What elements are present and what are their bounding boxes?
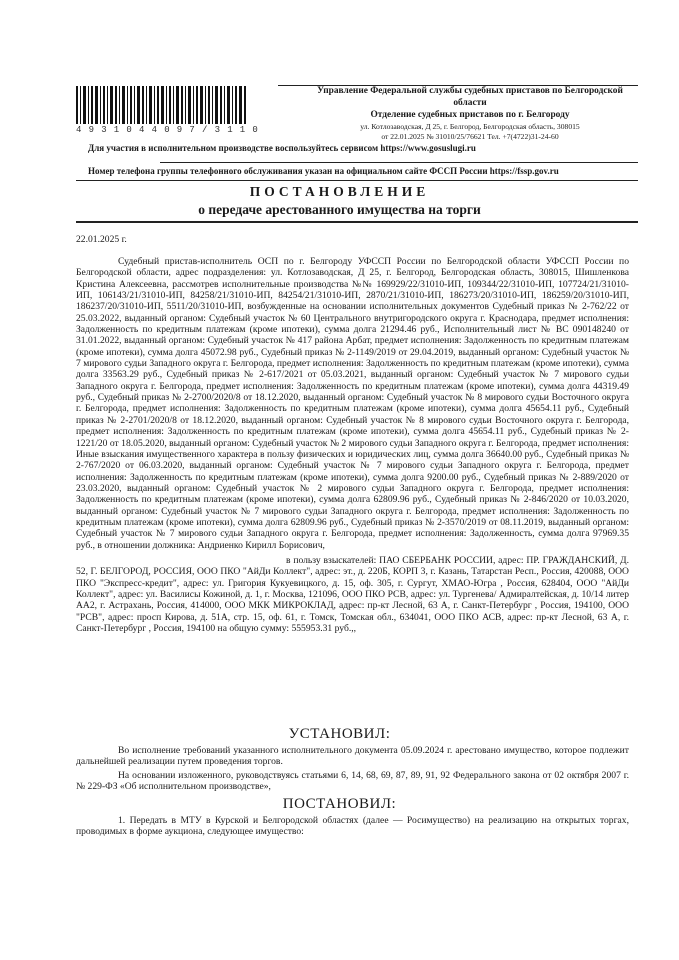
document-title: ПОСТАНОВЛЕНИЕ — [249, 184, 430, 199]
divider — [76, 180, 638, 181]
document-body — [76, 256, 629, 634]
established-section — [76, 745, 629, 792]
divider — [76, 221, 638, 223]
creditors-paragraph: в пользу взыскателей: ПАО СБЕРБАНК РОССИИ, адрес: ПР. ГРАЖДАНСКИЙ, Д. 52, Г. БЕЛГОРОД, РОССИЯ, ООО ПКО "АйДи Коллект", адрес: эт., д. 220Б, КОРП 3, г. Казань, Татарстан Респ., Россия, 420088, ООО ПКО "Экспресс-кредит", адрес: ул. Григория Кукуевицкого, д. 15, оф. 305, г. Сургут, ХМАО-Югра , Россия, 628404, ООО "АйДи Коллект", адрес: ул. Василисы Кожиной, д. 1, г. Москва, 121096, ООО ПКО РСВ, адрес: ул. Тургенева/ Адмиралтейская, д. 10/14 литер АА2, г. Астрахань, Россия, 414000, ООО МКК МИКРОКЛАД, адрес: пр-кт Лесной, 63 А, г. Санкт-Петербург , Россия, 194100, ООО "РСВ", адрес: просп Кирова, д. 51А, стр. 15, оф. 61, г. Томск, Томская обл., 634041, ООО ПКО АСВ, адрес: пр-кт Лесной, 63 А, г. Санкт-Петербург , Россия, 194100 на общую сумму: 555953.31 руб.,, — [76, 554, 629, 634]
established-paragraph: Во исполнение требований указанного исполнительного документа 05.09.2024 г. арестовано имущество, которое подлежит дальнейшей реализации путем проведения торгов. — [76, 745, 629, 768]
org-department: Отделение судебных приставов по г. Белгороду — [370, 110, 570, 121]
resolved-section — [76, 815, 629, 838]
resolved-heading: ПОСТАНОВИЛ: — [282, 796, 397, 812]
document-reference: от 22.01.2025 № 31010/25/76621 Тел. +7(4722)31-24-60 — [381, 131, 559, 141]
basis-paragraph: На основании изложенного, руководствуясь статьями 6, 14, 68, 69, 87, 89, 91, 92 Федерального закона от 02 октября 2007 г. № 229-ФЗ «Об исполнительном производстве», — [76, 769, 629, 793]
barcode-number: 4931044097/3110 — [76, 125, 266, 135]
barcode — [76, 86, 246, 124]
main-paragraph: Судебный пристав-исполнитель ОСП по г. Белгороду УФССП России по Белгородской области УФССП России по Белгородской области, адрес подразделения: ул. Котлозаводская, Д 25, г. Белгород, Белгородская область, 308015, Шишленкова Кристина Алексеевна, рассмотрев исполнительные производства №№ 169929/22/31010-ИП, 109344/22/31010-ИП, 107724/21/31010-ИП, 106143/21/31010-ИП, 84258/21/31010-ИП, 84254/21/31010-ИП, 2870/21/31010-ИП, 186273/20/31010-ИП, 186259/20/31010-ИП, 186237/20/31010-ИП, 5511/20/31010-ИП, возбужденные на основании исполнительных документов Судебный приказ № 2-762/22 от 25.03.2022, выданный органом: Судебный участок № 60 Центрального внутригородского округа г. Краснодара, предмет исполнения: Задолженность по кредитным платежам (кроме ипотеки), сумма долга 21294.46 руб., Исполнительный лист № ВС 090148240 от 31.01.2022, выданный органом: Судебный участок № 417 района Арбат, предмет исполнения: Задолженность по кредитным платежам (кроме ипотеки), сумма долга 45072.98 руб., Судебный приказ № 2-1149/2019 от 29.04.2019, выданный органом: Судебный участок № 7 мирового судьи Западного округа г. Белгорода, предмет исполнения: Задолженность по кредитным платежам (кроме ипотеки), сумма долга 33563.29 руб., Судебный приказ № 2-617/2021 от 05.03.2021, выданный органом: Судебный участок № 7 мирового судьи Западного округа г. Белгорода, предмет исполнения: Задолженность по кредитным платежам (кроме ипотеки), сумма долга 44319.49 руб., Судебный приказ № 2-2700/2020/8 от 18.12.2020, выданный органом: Судебный участок № 8 мирового судьи Восточного округа г. Белгорода, предмет исполнения: Задолженность по кредитным платежам (кроме ипотеки), сумма долга 45654.11 руб., Судебный приказ № 2-2701/2020/8 от 18.12.2020, выданный органом: Судебный участок № 8 мирового судьи Восточного округа г. Белгорода, предмет исполнения: Задолженность по кредитным платежам (кроме ипотеки), сумма долга 45654.11 руб., Судебный приказ № 2-1221/20 от 18.05.2020, выданный органом: Судебный участок № 2 мирового судьи Западного округа г. Белгорода, предмет исполнения: Иные взыскания имущественного характера в пользу физических и юридических лиц, сумма долга 36640.00 руб., Судебный приказ № 2-767/2020 от 06.03.2020, выданный органом: Судебный участок № 7 мирового судьи Западного округа г. Белгорода, предмет исполнения: Задолженность по кредитным платежам (кроме ипотеки), сумма долга 9200.00 руб., Судебный приказ № 2-889/2020 от 23.03.2020, выданный органом: Судебный участок № 2 мирового судьи Западного округа г. Белгорода, предмет исполнения: Задолженность по кредитным платежам (кроме ипотеки), сумма долга 62809.96 руб., Судебный приказ № 2-846/2020 от 10.03.2020, выданный органом: Судебный участок № 7 мирового судьи Западного округа г. Белгорода, предмет исполнения: Задолженность по кредитным платежам (кроме ипотеки), сумма долга 62809.96 руб., Судебный приказ № 2-3570/2019 от 08.11.2019, выданный органом: Судебный участок № 7 мирового судьи Западного округа г. Белгорода, предмет исполнения: Задолженность, сумма долга 97969.35 руб., в отношении должника: Андриенко Кирилл Борисович, — [76, 256, 629, 551]
divider — [160, 162, 638, 163]
org-name: Управление Федеральной службы судебных приставов по Белгородской области — [317, 86, 623, 108]
document-subtitle: о передаче арестованного имущества на торги — [198, 202, 481, 217]
phone-notice: Номер телефона группы телефонного обслуживания указан на официальном сайте ФССП России https://fssp.gov.ru — [88, 166, 559, 176]
gosuslugi-notice: Для участия в исполнительном производстве воспользуйтесь сервисом https://www.gosuslugi.ru — [88, 143, 476, 153]
org-address: ул. Котлозаводская, Д 25, г. Белгород, Белгородская область, 308015 — [360, 121, 580, 131]
item-1-paragraph: 1. Передать в МТУ в Курской и Белгородской областях (далее — Росимущество) на реализацию на открытых торгах, проводимых в форме аукциона, следующее имущество: — [76, 815, 629, 838]
established-heading: УСТАНОВИЛ: — [288, 726, 391, 742]
document-date: 22.01.2025 г. — [76, 234, 127, 245]
organization-block — [300, 86, 640, 142]
